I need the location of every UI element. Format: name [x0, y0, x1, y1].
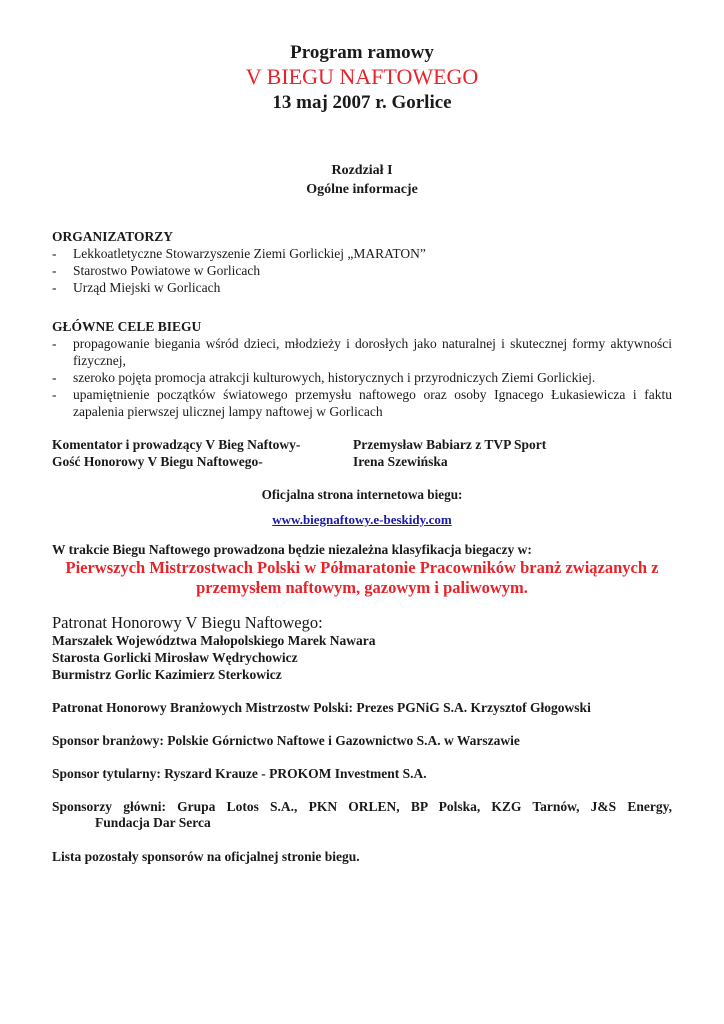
- honorary-guest-name: Irena Szewińska: [353, 454, 448, 469]
- event-name: V BIEGU NAFTOWEGO: [245, 64, 479, 89]
- championship-line-1: Pierwszych Mistrzostwach Polski w Półmaratonie Pracowników branż związanych z: [65, 558, 659, 577]
- championship-line-2: przemysłem naftowym, gazowym i paliwowym.: [196, 578, 528, 597]
- website-link[interactable]: www.biegnaftowy.e-beskidy.com: [272, 512, 452, 527]
- main-sponsors-line-2: Fundacja Dar Serca: [95, 815, 211, 830]
- website-line: [0, 511, 724, 529]
- other-sponsors-note: Lista pozostały sponsorów na oficjalnej stronie biegu.: [52, 849, 360, 864]
- website-label: Oficjalna strona internetowa biegu:: [261, 487, 463, 502]
- commentator-name: Przemysław Babiarz z TVP Sport: [353, 437, 547, 452]
- organizer-item: - Starostwo Powiatowe w Gorlicach: [52, 263, 261, 278]
- organizers-heading: ORGANIZATORZY: [52, 229, 174, 244]
- goal-item: - upamiętnienie początków światowego przemysłu naftowego oraz osoby Ignacego Łukasiewicza i faktu zapalenia pierwszej ulicznej lampy naftowej w Gorlicach: [52, 387, 672, 419]
- honorary-guest-label: Gość Honorowy V Biegu Naftowego-: [52, 454, 263, 469]
- organizer-item: - Lekkoatletyczne Stowarzyszenie Ziemi Gorlickiej „MARATON”: [52, 246, 426, 261]
- goals-heading: GŁÓWNE CELE BIEGU: [52, 319, 202, 334]
- patron-member: Marszałek Województwa Małopolskiego Marek Nawara: [52, 633, 376, 648]
- patron-member: Starosta Gorlicki Mirosław Wędrychowicz: [52, 650, 298, 665]
- patron-member: Burmistrz Gorlic Kazimierz Sterkowicz: [52, 667, 282, 682]
- title-sponsor: Sponsor tytularny: Ryszard Krauze - PROKOM Investment S.A.: [52, 766, 427, 781]
- organizer-item: - Urząd Miejski w Gorlicach: [52, 280, 221, 295]
- goal-item: - propagowanie biegania wśród dzieci, młodzieży i dorosłych jako naturalnej i skutecznej formy aktywności fizycznej,: [52, 336, 672, 368]
- main-sponsors-line-1: Sponsorzy główni: Grupa Lotos S.A., PKN ORLEN, BP Polska, KZG Tarnów, J&S Energy,: [52, 799, 672, 814]
- industry-sponsor: Sponsor branżowy: Polskie Górnictwo Naftowe i Gazownictwo S.A. w Warszawie: [52, 733, 520, 748]
- patronage-heading: Patronat Honorowy V Biegu Naftowego:: [52, 613, 323, 632]
- commentator-label: Komentator i prowadzący V Bieg Naftowy-: [52, 437, 301, 452]
- chapter-number: Rozdział I: [331, 163, 393, 178]
- chapter-title: Ogólne informacje: [306, 182, 418, 197]
- industry-patronage: Patronat Honorowy Branżowych Mistrzostw Polski: Prezes PGNiG S.A. Krzysztof Głogowski: [52, 700, 591, 715]
- classification-intro: W trakcie Biegu Naftowego prowadzona będzie niezależna klasyfikacja biegaczy w:: [52, 542, 532, 557]
- program-title: Program ramowy: [290, 42, 434, 63]
- event-date-place: 13 maj 2007 r. Gorlice: [272, 92, 452, 113]
- goal-item: - szeroko pojęta promocja atrakcji kulturowych, historycznych i przyrodniczych Ziemi Gorlickiej.: [52, 370, 596, 385]
